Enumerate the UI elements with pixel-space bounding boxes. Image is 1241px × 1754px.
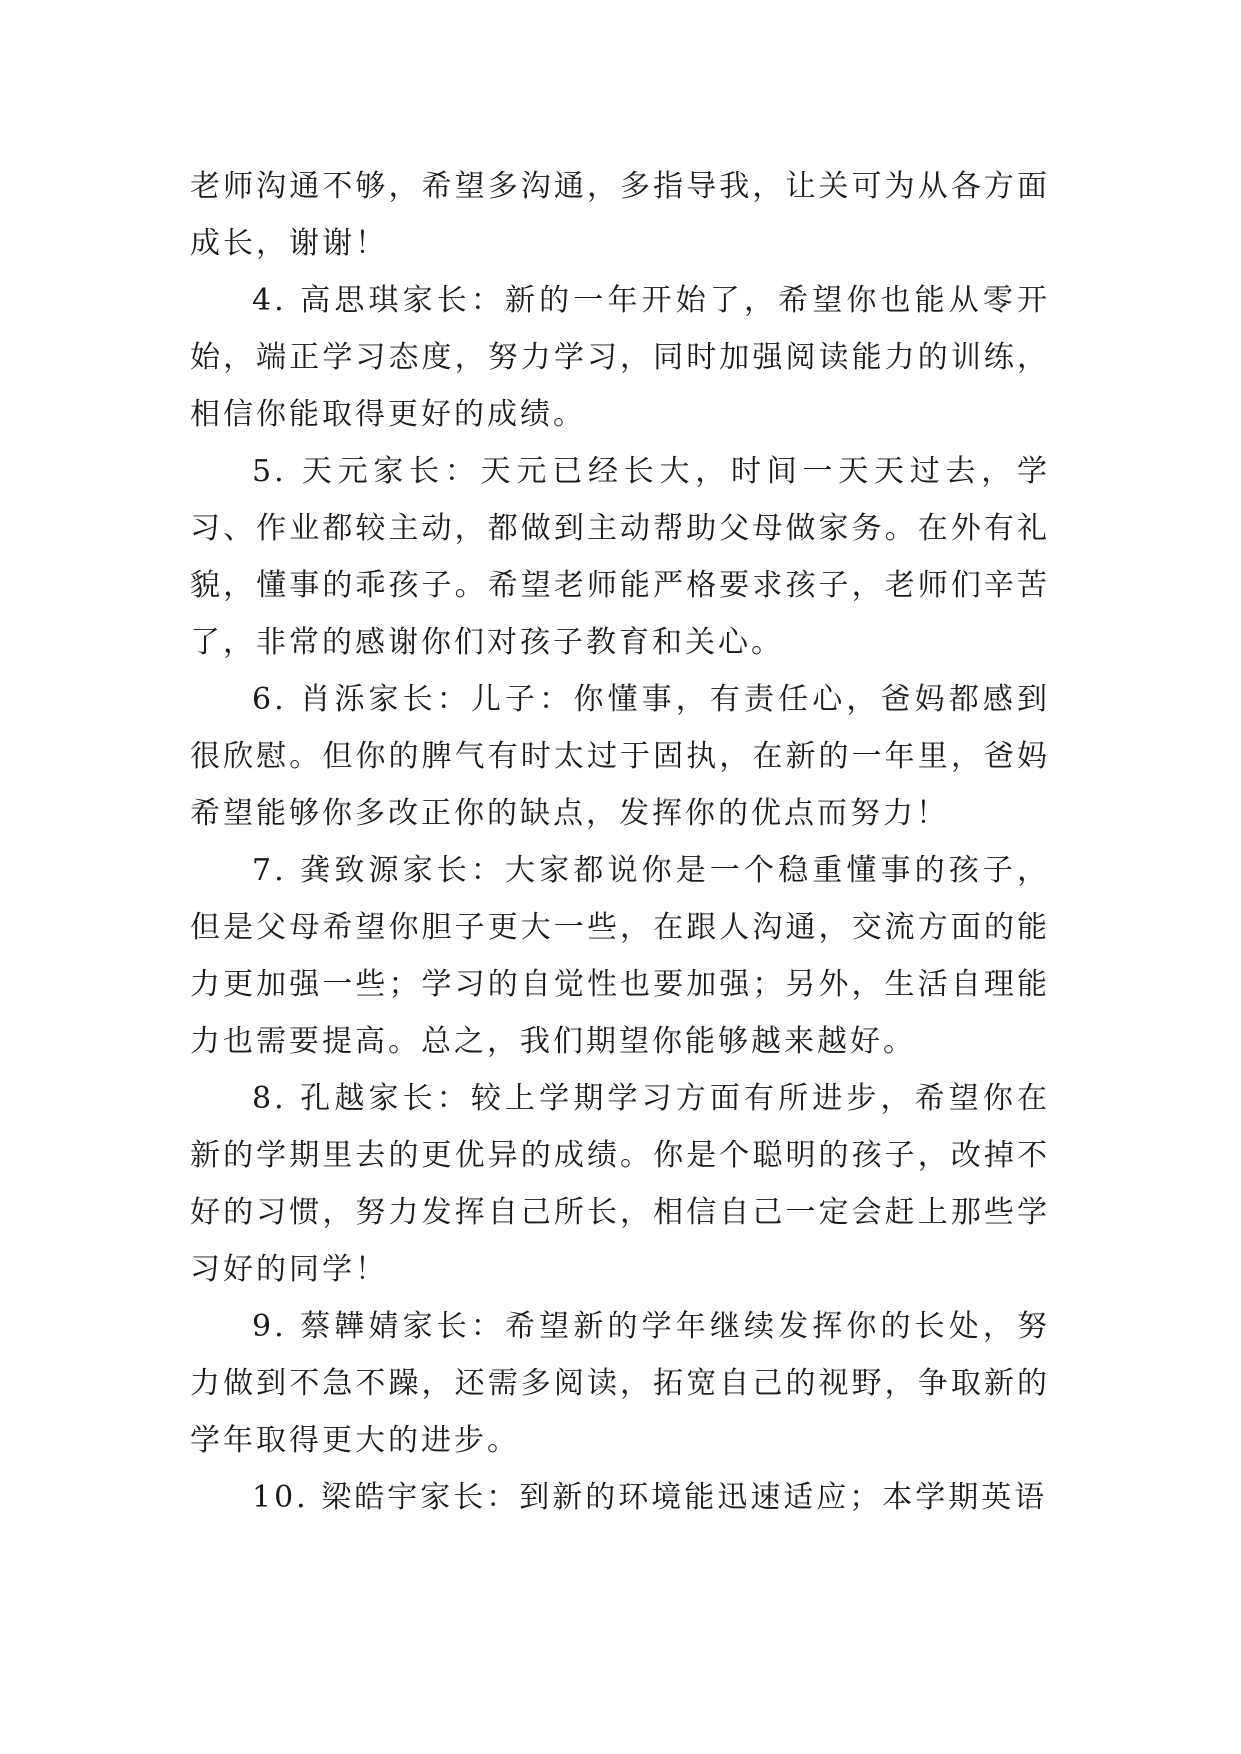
document-body (190, 158, 1050, 1526)
paragraph-parent-comment-9: 9. 蔡韡婧家长：希望新的学年继续发挥你的长处，努力做到不急不躁，还需多阅读，拓宽自己的视野，争取新的学年取得更大的进步。 (190, 1309, 1050, 1458)
paragraph-parent-comment-8: 8. 孔越家长：较上学期学习方面有所进步，希望你在新的学期里去的更优异的成绩。你是个聪明的孩子，改掉不好的习惯，努力发挥自己所长，相信自己一定会赶上那些学习好的同学！ (190, 1081, 1050, 1287)
paragraph-parent-comment-10: 10. 梁皓宇家长：到新的环境能迅速适应；本学期英语 (252, 1480, 1048, 1515)
paragraph-parent-comment-7: 7. 龚致源家长：大家都说你是一个稳重懂事的孩子，但是父母希望你胆子更大一些，在跟人沟通，交流方面的能力更加强一些；学习的自觉性也要加强；另外，生活自理能力也需要提高。总之，我们期望你能够越来越好。 (190, 853, 1050, 1059)
paragraph-continuation: 老师沟通不够，希望多沟通，多指导我，让关可为从各方面成长，谢谢！ (190, 169, 1050, 261)
paragraph-parent-comment-6: 6. 肖泺家长：儿子：你懂事，有责任心，爸妈都感到很欣慰。但你的脾气有时太过于固执，在新的一年里，爸妈希望能够你多改正你的缺点，发挥你的优点而努力！ (190, 682, 1050, 831)
paragraph-parent-comment-5: 5. 天元家长：天元已经长大，时间一天天过去，学习、作业都较主动，都做到主动帮助父母做家务。在外有礼貌，懂事的乖孩子。希望老师能严格要求孩子，老师们辛苦了，非常的感谢你们对孩子教育和关心。 (190, 454, 1050, 660)
paragraph-parent-comment-4: 4. 高思琪家长：新的一年开始了，希望你也能从零开始，端正学习态度，努力学习，同时加强阅读能力的训练，相信你能取得更好的成绩。 (190, 283, 1050, 432)
